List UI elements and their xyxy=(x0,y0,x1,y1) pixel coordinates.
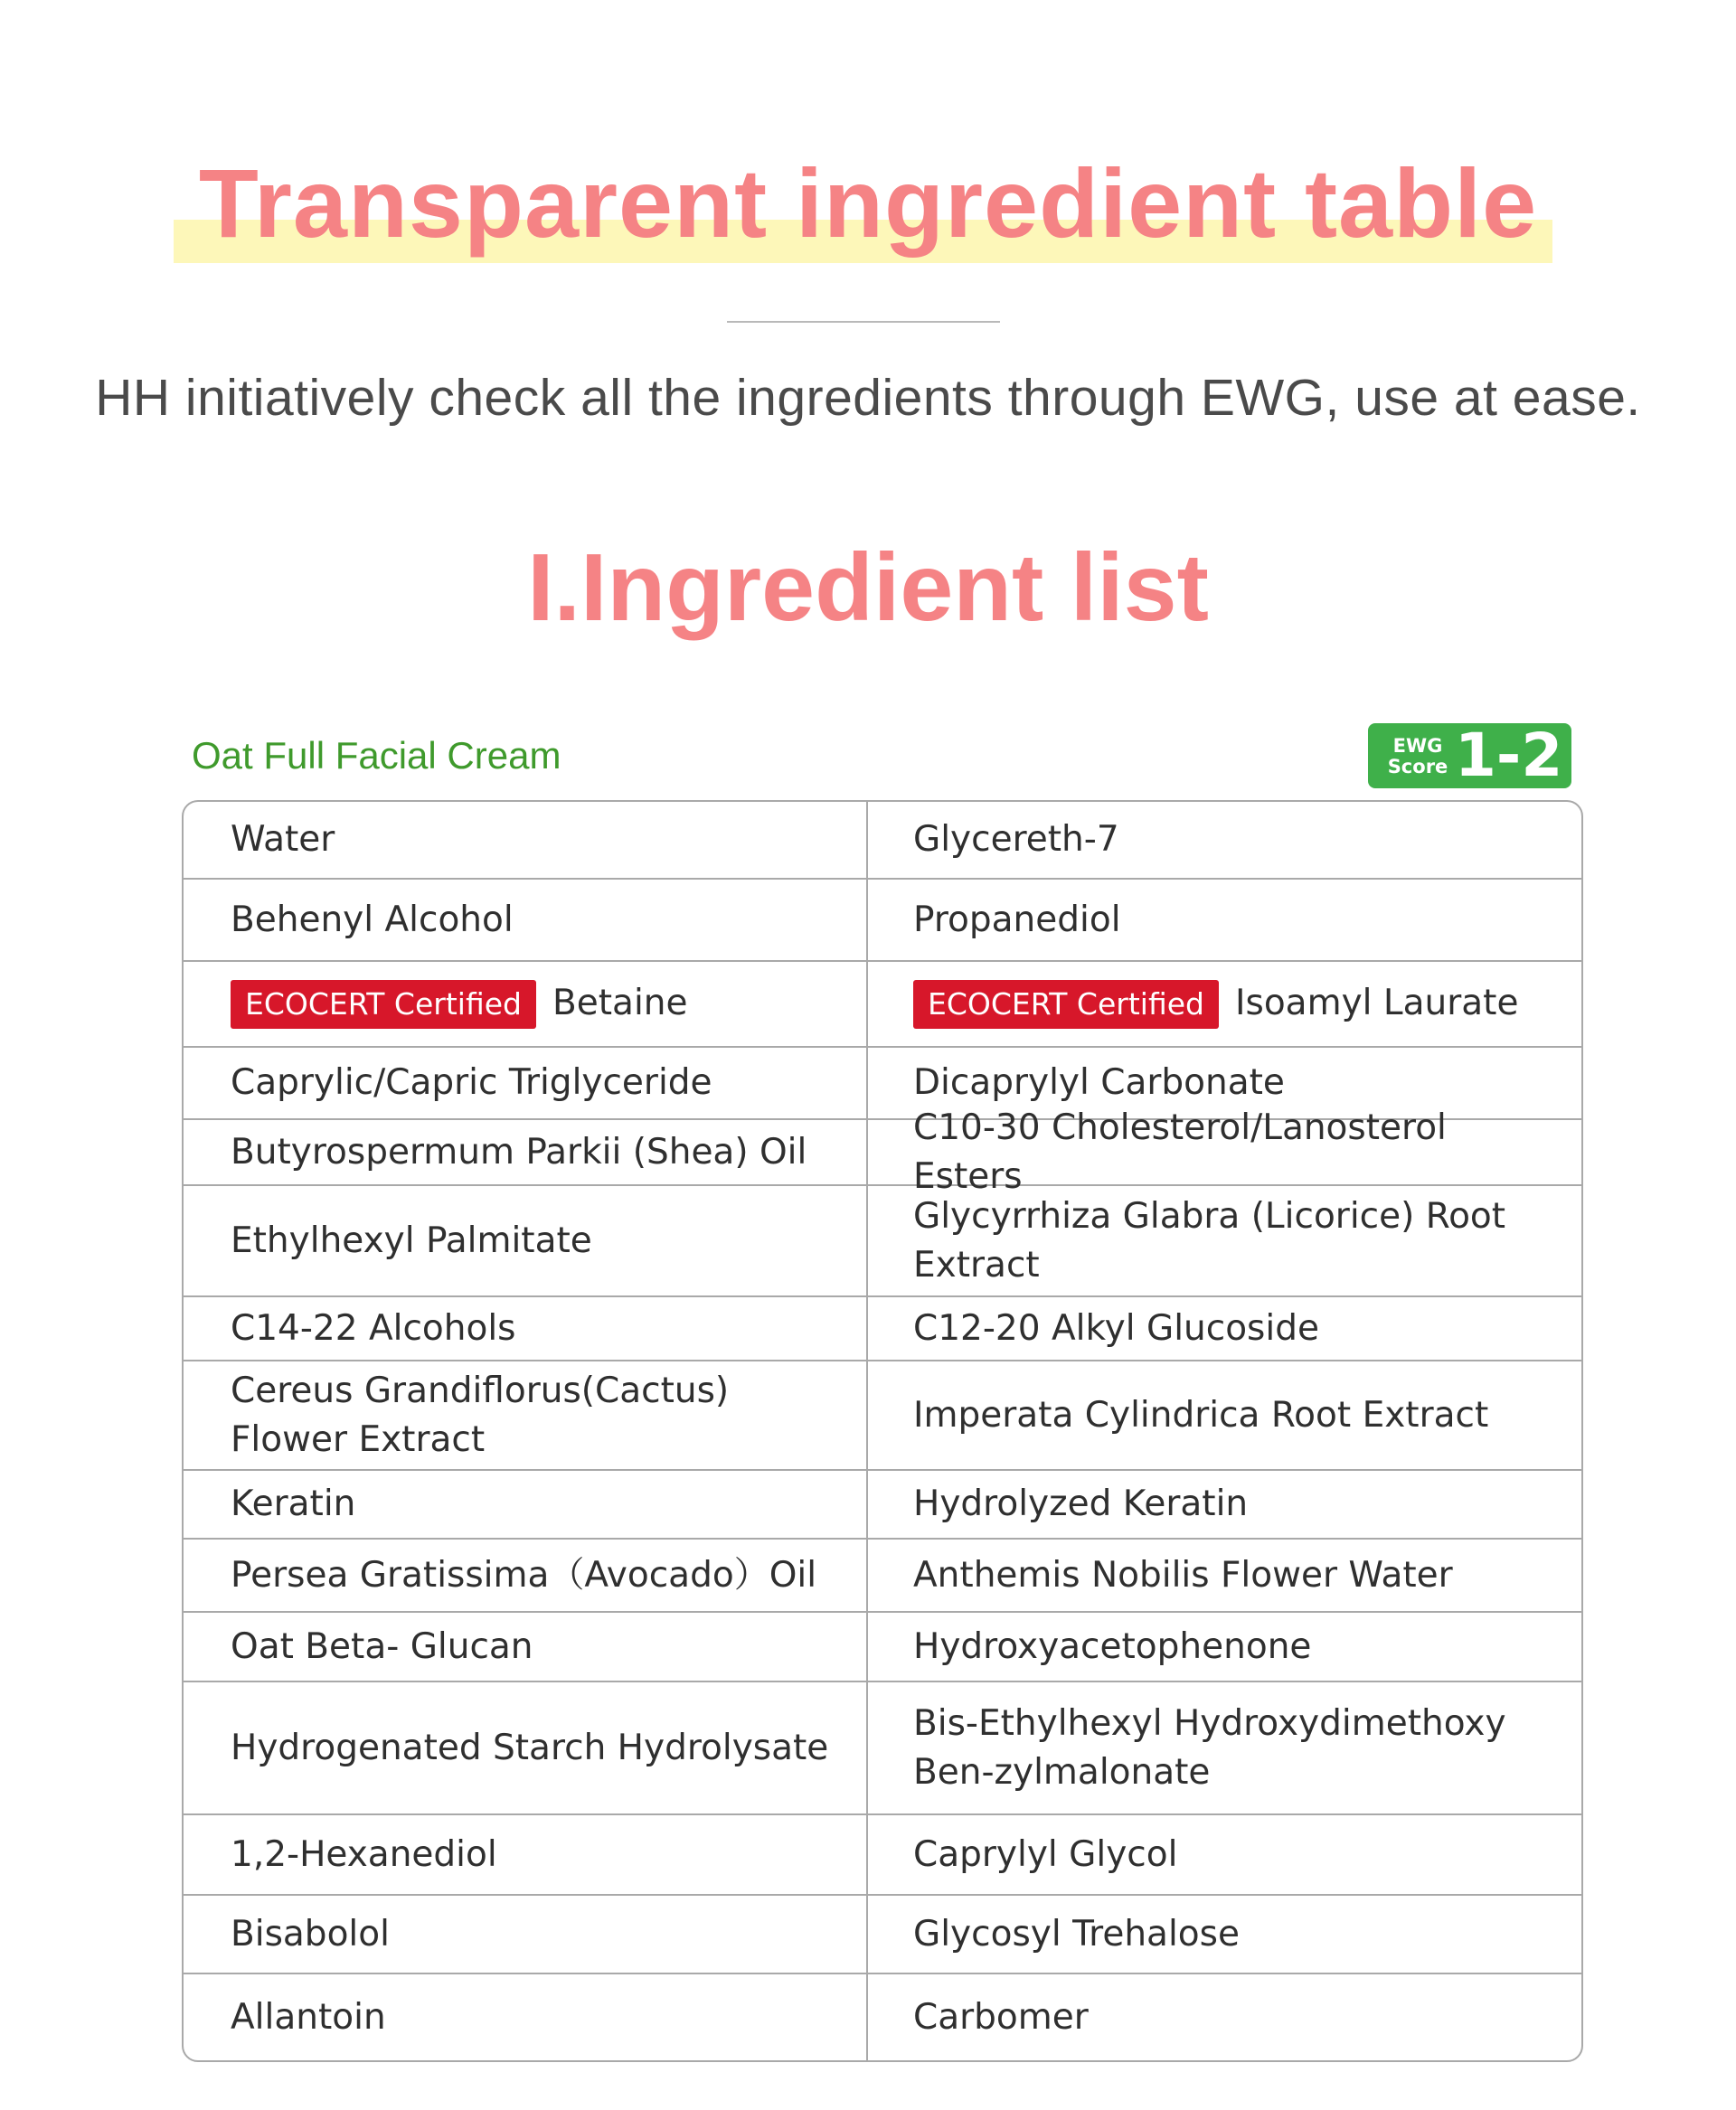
ingredient-cell-content xyxy=(231,979,688,1029)
ingredient-cell-right xyxy=(868,1815,1581,1894)
table-row xyxy=(184,1973,1581,2060)
ingredient-name: Water xyxy=(231,819,335,860)
ingredient-cell-content xyxy=(913,815,1119,864)
ingredient-cell-left xyxy=(184,1896,868,1973)
ingredient-name: Keratin xyxy=(231,1484,356,1524)
ewg-score-badge xyxy=(1368,723,1571,788)
ingredient-cell-left xyxy=(184,1471,868,1538)
ingredient-cell-left xyxy=(184,1361,868,1469)
ingredient-cell-left xyxy=(184,1186,868,1295)
ingredient-table xyxy=(182,800,1583,2062)
ingredient-name: Caprylyl Glycol xyxy=(913,1833,1178,1875)
ingredient-cell-content xyxy=(231,1059,712,1107)
ingredient-cell-left xyxy=(184,1613,868,1681)
ingredient-cell-content xyxy=(913,1700,1554,1797)
page-title: Transparent ingredient table xyxy=(198,148,1538,258)
ingredient-name: Anthemis Nobilis Flower Water xyxy=(913,1554,1453,1596)
ingredient-cell-content xyxy=(913,1305,1319,1353)
ingredient-cell-right xyxy=(868,1682,1581,1813)
ingredient-name: 1,2-Hexanediol xyxy=(231,1833,497,1875)
ingredient-name: Oat Beta- Glucan xyxy=(231,1625,533,1667)
ingredient-name: Butyrospermum Parkii (Shea) Oil xyxy=(231,1131,807,1173)
table-row xyxy=(184,878,1581,960)
ingredient-name: Behenyl Alcohol xyxy=(231,899,514,940)
ingredient-cell-right xyxy=(868,1361,1581,1469)
ingredient-cell-content xyxy=(231,1367,848,1465)
ingredient-cell-content xyxy=(913,979,1518,1029)
ingredient-cell-content xyxy=(913,1480,1248,1529)
ingredient-name: Hydroxyacetophenone xyxy=(913,1625,1312,1667)
ingredient-name: Imperata Cylindrica Root Extract xyxy=(913,1394,1489,1436)
ingredient-name: Caprylic/Capric Triglyceride xyxy=(231,1062,712,1103)
ingredient-name: C10-30 Cholesterol/Lanosterol Esters xyxy=(913,1107,1447,1197)
table-row xyxy=(184,1894,1581,1973)
ingredient-cell-content xyxy=(231,1993,386,2042)
section-title: I.Ingredient list xyxy=(527,534,1209,641)
ingredient-cell-left xyxy=(184,1815,868,1894)
table-row xyxy=(184,1295,1581,1360)
table-row xyxy=(184,1360,1581,1469)
ingredient-cell-content xyxy=(231,1623,533,1672)
ingredient-name: Betaine xyxy=(552,983,688,1023)
ingredient-name: Hydrolyzed Keratin xyxy=(913,1484,1249,1524)
ingredient-cell-right xyxy=(868,1540,1581,1611)
ingredient-cell-content xyxy=(231,1480,355,1529)
table-row xyxy=(184,1184,1581,1295)
ingredient-cell-right xyxy=(868,1974,1581,2060)
ingredient-cell-left xyxy=(184,962,868,1046)
ingredient-cell-left xyxy=(184,1048,868,1118)
table-row xyxy=(184,960,1581,1046)
table-row xyxy=(184,1813,1581,1894)
ingredient-cell-content xyxy=(913,1551,1453,1600)
ingredient-cell-content xyxy=(231,1831,497,1879)
ecocert-badge: ECOCERT Certified xyxy=(913,980,1219,1029)
ingredient-cell-content xyxy=(231,1910,390,1959)
ingredient-cell-content xyxy=(913,1831,1177,1879)
ingredient-cell-content xyxy=(913,1059,1285,1107)
ingredient-name: Hydrogenated Starch Hydrolysate xyxy=(231,1727,829,1768)
ewg-label-line2: Score xyxy=(1387,756,1448,777)
ingredient-cell-right xyxy=(868,1471,1581,1538)
ingredient-cell-content xyxy=(913,1623,1311,1672)
ingredient-cell-right xyxy=(868,1297,1581,1360)
ingredient-cell-right xyxy=(868,962,1581,1046)
table-row xyxy=(184,1538,1581,1611)
ingredient-name: C12-20 Alkyl Glucoside xyxy=(913,1307,1319,1349)
ewg-score-value: 1-2 xyxy=(1455,721,1563,790)
ingredient-cell-right xyxy=(868,802,1581,878)
ingredient-name: Carbomer xyxy=(913,1996,1089,2038)
table-row xyxy=(184,1469,1581,1538)
ingredient-cell-right xyxy=(868,1186,1581,1295)
ingredient-name: Dicaprylyl Carbonate xyxy=(913,1062,1285,1103)
table-row xyxy=(184,1681,1581,1813)
ingredient-cell-content xyxy=(231,1128,807,1177)
ingredient-name: Ethylhexyl Palmitate xyxy=(231,1220,592,1261)
ingredient-cell-content xyxy=(231,1724,828,1773)
ewg-label-line1: EWG xyxy=(1392,735,1443,757)
ingredient-name: Persea Gratissima（Avocado）Oil xyxy=(231,1554,817,1596)
ingredient-name: Bis-Ethylhexyl Hydroxydimethoxy Ben-zylmalonate xyxy=(913,1702,1506,1793)
ingredient-cell-left xyxy=(184,1682,868,1813)
ingredient-cell-content xyxy=(231,896,514,945)
ewg-label xyxy=(1386,736,1449,777)
ingredient-name: Glycosyl Trehalose xyxy=(913,1913,1240,1955)
ingredient-name: Isoamyl Laurate xyxy=(1235,983,1519,1023)
ingredient-name: C14-22 Alcohols xyxy=(231,1307,516,1349)
ingredient-cell-content xyxy=(231,815,335,864)
ingredient-cell-content xyxy=(913,1993,1089,2042)
ingredient-name: Glycereth-7 xyxy=(913,819,1119,860)
ingredient-cell-content xyxy=(913,1910,1240,1959)
ingredient-name: Allantoin xyxy=(231,1996,386,2038)
ecocert-badge: ECOCERT Certified xyxy=(231,980,536,1029)
table-row xyxy=(184,1107,1581,1197)
ingredient-cell-left xyxy=(184,1120,868,1184)
ingredient-name: Bisabolol xyxy=(231,1913,390,1955)
ingredient-cell-right xyxy=(868,1613,1581,1681)
ingredient-cell-left xyxy=(184,1297,868,1360)
ingredient-cell-right xyxy=(868,1896,1581,1973)
ingredient-cell-content xyxy=(913,896,1121,945)
table-row xyxy=(184,802,1581,878)
ingredient-cell-left xyxy=(184,880,868,960)
ingredient-cell-content xyxy=(231,1305,516,1353)
ingredient-cell-content xyxy=(231,1551,816,1600)
product-name: Oat Full Facial Cream xyxy=(192,734,561,777)
ingredient-cell-content xyxy=(913,1192,1554,1290)
page-subtitle: HH initiatively check all the ingredients through EWG, use at ease. xyxy=(95,369,1641,427)
table-row xyxy=(184,1611,1581,1681)
ingredient-cell-left xyxy=(184,1540,868,1611)
ingredient-cell-right xyxy=(868,880,1581,960)
title-block xyxy=(0,140,1736,267)
ingredient-cell-content xyxy=(913,1391,1488,1440)
ingredient-name: Cereus Grandiflorus(Cactus) Flower Extract xyxy=(231,1370,730,1460)
ingredient-name: Glycyrrhiza Glabra (Licorice) Root Extract xyxy=(913,1195,1506,1286)
ingredient-name: Propanediol xyxy=(913,899,1121,940)
ingredient-cell-right xyxy=(868,1107,1581,1197)
ingredient-cell-content xyxy=(231,1217,592,1266)
ingredient-cell-left xyxy=(184,802,868,878)
ingredient-cell-left xyxy=(184,1974,868,2060)
title-divider xyxy=(727,321,1000,323)
